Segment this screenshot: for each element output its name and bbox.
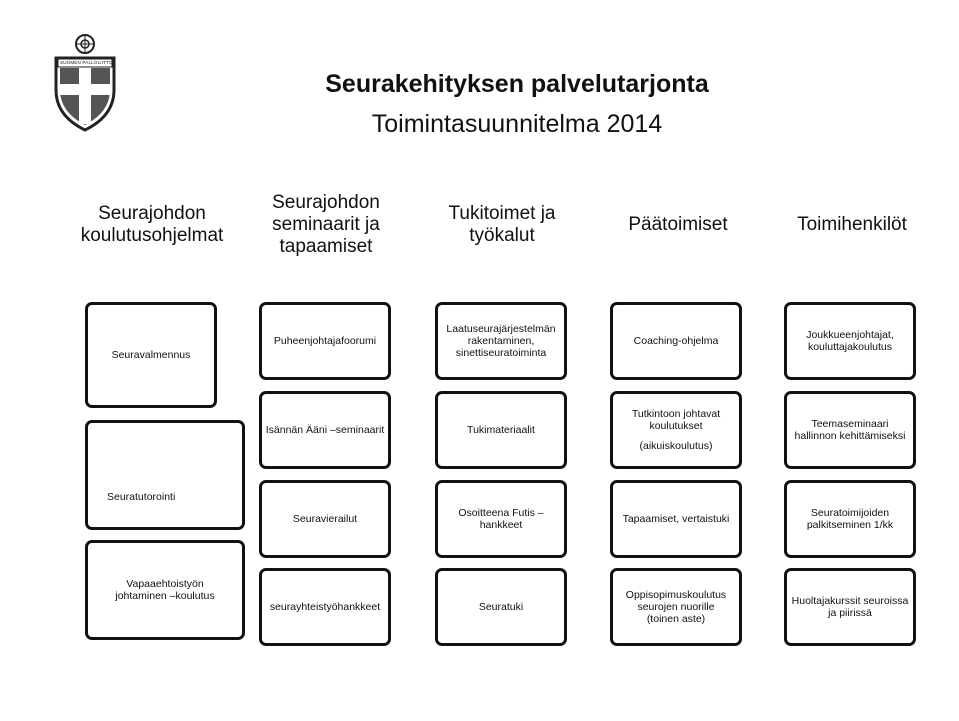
heading-line: seminaarit ja — [272, 214, 380, 235]
box-text: kouluttajakoulutus — [807, 341, 893, 353]
box-text: (toinen aste) — [646, 613, 706, 625]
column-heading-paatoimiset — [590, 212, 766, 238]
heading-line: työkalut — [469, 225, 535, 246]
page-subtitle: Toimintasuunnitelma 2014 — [371, 110, 663, 138]
logo-text: SUOMEN PALLOLIITTO — [60, 60, 113, 65]
box-text: Laatuseurajärjestelmän — [446, 323, 556, 335]
box-text: Tapaamiset, vertaistuki — [622, 513, 730, 525]
box-text: ja piirissä — [828, 607, 872, 619]
box-text: rakentaminen, — [467, 335, 535, 347]
box-text: johtaminen –koulutus — [115, 590, 215, 602]
box-oppisopimuskoulutus — [610, 568, 742, 646]
box-text: Coaching-ohjelma — [633, 335, 719, 347]
box-vapaaehtoistyo — [85, 540, 245, 640]
box-puheenjohtajafoorumi — [259, 302, 391, 380]
box-text: koulutukset — [649, 420, 703, 432]
heading-line: Päätoimiset — [628, 214, 728, 235]
box-text: hankkeet — [479, 519, 523, 531]
box-tapaamiset-vertaistuki — [610, 480, 742, 558]
box-seuratuki — [435, 568, 567, 646]
box-text: Joukkueenjohtajat, — [806, 329, 894, 341]
heading-line: Seurajohdon — [98, 203, 206, 224]
column-heading-koulutusohjelmat — [62, 198, 242, 252]
box-text: Isännän Ääni –seminaarit — [265, 424, 385, 436]
box-text: Tutkintoon johtavat — [631, 408, 721, 420]
box-text: Osoitteena Futis – — [458, 507, 544, 519]
box-seuravierailut — [259, 480, 391, 558]
column-heading-seminaarit — [238, 190, 414, 260]
box-text: Oppisopimuskoulutus — [625, 589, 727, 601]
heading-line: Toimihenkilöt — [797, 214, 907, 235]
box-osoitteena-futis — [435, 480, 567, 558]
heading-line: koulutusohjelmat — [80, 225, 224, 246]
box-joukkueenjohtajat — [784, 302, 916, 380]
heading-line: Tukitoimet ja — [448, 203, 556, 224]
box-text: Teemaseminaari — [811, 418, 889, 430]
box-seurayhteistyohankkeet — [259, 568, 391, 646]
heading-line: tapaamiset — [279, 236, 373, 257]
box-huoltajakurssit — [784, 568, 916, 646]
box-seuratutorointi — [85, 420, 245, 530]
box-isannan-aani — [259, 391, 391, 469]
box-text: Seuratutorointi — [107, 491, 176, 503]
box-text: seurojen nuorille — [637, 601, 715, 613]
box-seuravalmennus — [85, 302, 217, 408]
box-text: Seuravalmennus — [111, 349, 191, 361]
box-text: sinettiseuratoiminta — [455, 347, 547, 359]
box-text: palkitseminen 1/kk — [806, 519, 894, 531]
box-laatuseurajarjestelma — [435, 302, 567, 380]
box-coaching-ohjelma — [610, 302, 742, 380]
column-heading-tukitoimet — [414, 198, 590, 252]
box-text: Seuravierailut — [292, 513, 358, 525]
heading-line: Seurajohdon — [272, 192, 380, 213]
page-title: Seurakehityksen palvelutarjonta — [325, 70, 709, 98]
box-tukimateriaalit — [435, 391, 567, 469]
box-tutkintoon-johtavat — [610, 391, 742, 469]
column-heading-toimihenkilot — [764, 212, 940, 238]
box-text: (aikuiskoulutus) — [639, 440, 713, 452]
box-text: Huoltajakurssit seuroissa — [791, 595, 909, 607]
box-text: seurayhteistyöhankkeet — [269, 601, 381, 613]
box-text: Tukimateriaalit — [467, 424, 535, 436]
box-text: Vapaaehtoistyön — [126, 578, 204, 590]
box-text: Puheenjohtajafoorumi — [273, 335, 377, 347]
box-text: hallinnon kehittämiseksi — [794, 430, 906, 442]
box-teemaseminaari — [784, 391, 916, 469]
box-seuratoimijoiden-palkitseminen — [784, 480, 916, 558]
box-text: Seuratoimijoiden — [810, 507, 890, 519]
box-text: Seuratuki — [478, 601, 524, 613]
